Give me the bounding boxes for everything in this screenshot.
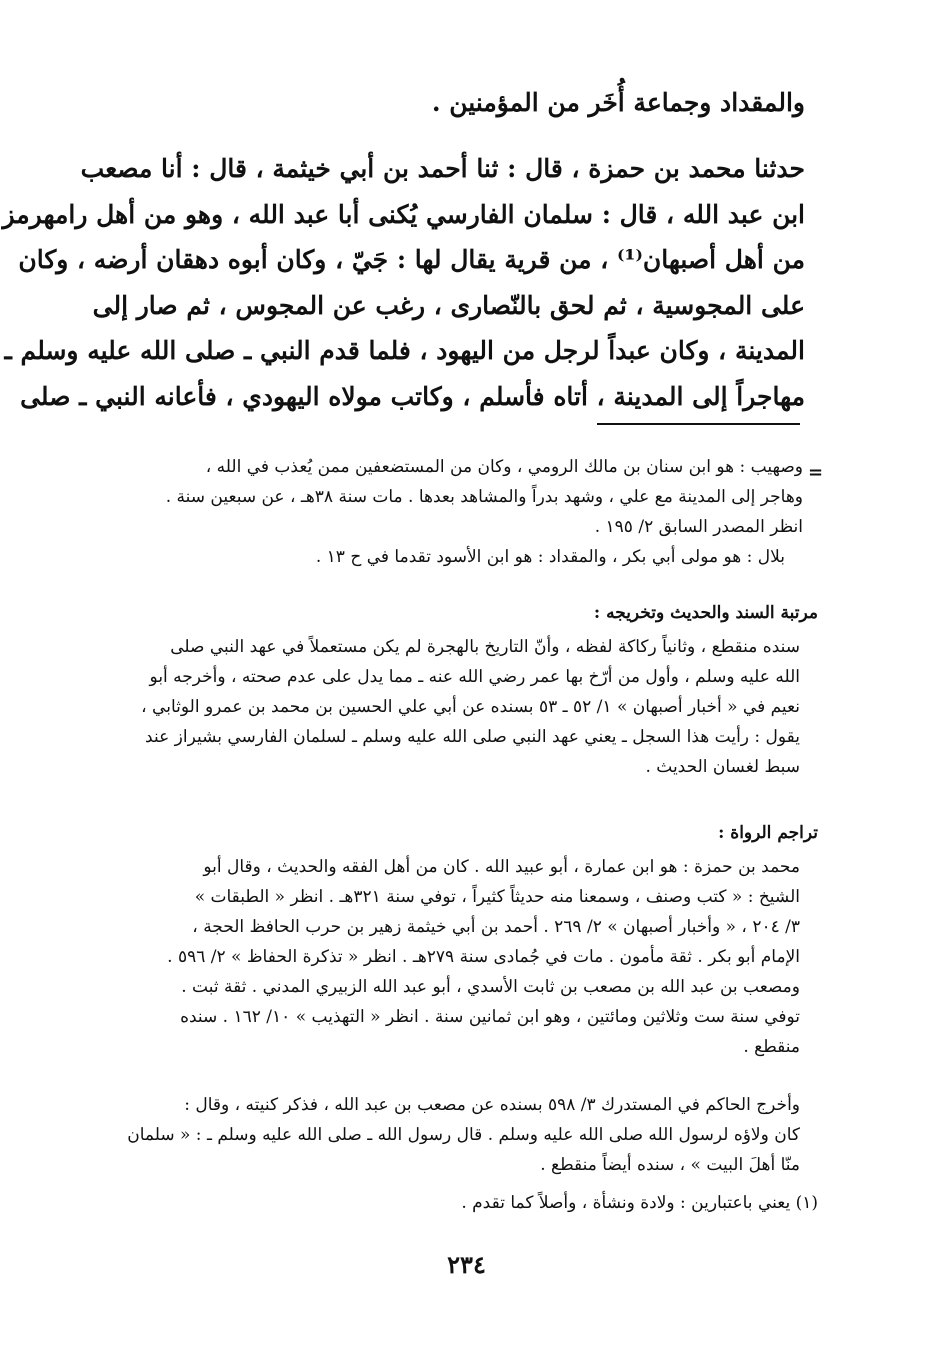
hakim-section	[88, 1090, 818, 1180]
body-line: المدينة ، وكان عبداً لرجل من اليهود ، فلما قدم النبي ـ صلى الله عليه وسلم ـ	[4, 336, 805, 365]
hakim-line: منّا أهلَ البيت » ، سنده أيضاً منقطع .	[540, 1155, 800, 1175]
continuation-marker: =	[808, 462, 824, 483]
rank-section	[88, 598, 818, 782]
narrator-line: ومصعب بن عبد الله بن مصعب بن ثابت الأسدي ، أبو عبد الله الزبيري المدني . ثقة ثبت .	[181, 977, 800, 997]
main-paragraph	[2, 146, 805, 419]
rank-line: سنده منقطع ، وثانياً ركاكة لفظه ، وأنّ التاريخ بالهجرة لم يكن مستعملاً في عهد النبي صلى	[170, 637, 800, 657]
body-line: على المجوسية ، ثم لحق بالنّصارى ، رغب عن المجوس ، ثم صار إلى	[92, 290, 805, 320]
note-line: وصهيب : هو ابن سنان بن مالك الرومي ، وكان من المستضعفين ممن يُعذب في الله ،	[205, 457, 803, 477]
body-line: من أهل أصبهان⁽¹⁾ ، من قرية يقال لها : جَيّ ، وكان أبوه دهقان أرضه ، وكان	[18, 245, 805, 274]
narrator-line: منقطع .	[743, 1037, 800, 1057]
body-line: حدثنا محمد بن حمزة ، قال : ثنا أحمد بن أبي خيثمة ، قال : أنا مصعب	[80, 154, 805, 183]
hakim-line: كان ولاؤه لرسول الله صلى الله عليه وسلم . قال رسول الله ـ صلى الله عليه وسلم ـ : « سلمان	[127, 1125, 800, 1145]
narrator-line: الشيخ : « كتب وصنف ، وسمعنا منه حديثاً كثيراً ، توفي سنة ٣٢١هـ . انظر « الطبقات »	[194, 887, 800, 907]
narrators-section	[88, 818, 818, 1062]
page-number: ٢٣٤	[447, 1250, 486, 1279]
rank-line: يقول : رأيت هذا السجل ـ يعني عهد النبي صلى الله عليه وسلم ـ لسلمان الفارسي بشيراز عند	[145, 727, 800, 747]
narrator-line: الإمام أبو بكر . ثقة مأمون . مات في جُمادى سنة ٢٧٩هـ . انظر « تذكرة الحفاظ » ٢/ ٥٩٦ .	[167, 947, 800, 967]
rank-heading: مرتبة السند والحديث وتخريجه :	[593, 603, 818, 623]
hakim-line: وأخرج الحاكم في المستدرك ٣/ ٥٩٨ بسنده عن مصعب بن عبد الله ، فذكر كنيته ، وقال :	[184, 1095, 800, 1115]
intro-paragraph	[85, 80, 805, 126]
footnote-divider	[597, 423, 800, 425]
rank-line: الله عليه وسلم ، وأول من أرّخ بها عمر رضي الله عنه ـ مما يدل على عدم صحته ، وأخرجه أبو	[149, 667, 800, 687]
bilal-note: بلال : هو مولى أبي بكر ، والمقداد : هو ابن الأسود تقدما في ح ١٣ .	[315, 547, 785, 567]
note-line: انظر المصدر السابق ٢/ ١٩٥ .	[594, 517, 803, 537]
note-line: وهاجر إلى المدينة مع علي ، وشهد بدراً والمشاهد بعدها . مات سنة ٣٨هـ ، عن سبعين سنة .	[165, 487, 803, 507]
footnote-continuation	[88, 452, 803, 572]
narrator-line: توفي سنة ست وثلاثين ومائتين ، وهو ابن ثمانين سنة . انظر « التهذيب » ١٠/ ١٦٢ . سنده	[180, 1007, 800, 1027]
body-line: مهاجراً إلى المدينة ، أتاه فأسلم ، وكاتب مولاه اليهودي ، فأعانه النبي ـ صلى	[20, 381, 805, 411]
narrator-line: محمد بن حمزة : هو ابن عمارة ، أبو عبيد الله . كان من أهل الفقه والحديث ، وقال أبو	[203, 857, 800, 877]
narrators-heading: تراجم الرواة :	[718, 823, 818, 843]
footnote	[88, 1188, 818, 1218]
narrator-line: ٣/ ٢٠٤ ، « وأخبار أصبهان » ٢/ ٢٦٩ . أحمد بن أبي خيثمة زهير بن حرب الحافظ الحجة ،	[192, 917, 800, 937]
rank-line: سبط لغسان الحديث .	[645, 757, 800, 777]
body-line: ابن عبد الله ، قال : سلمان الفارسي يُكنى أبا عبد الله ، وهو من أهل رامهرمز	[2, 199, 805, 229]
footnote-text: (١) يعني باعتبارين : ولادة ونشأة ، وأصلاً كما تقدم .	[461, 1193, 818, 1213]
intro-line: والمقداد وجماعة أُخَر من المؤمنين .	[431, 88, 805, 117]
rank-line: نعيم في « أخبار أصبهان » ١/ ٥٢ ـ ٥٣ بسنده عن أبي علي الحسين بن محمد بن عمرو الوثابي ،	[141, 697, 800, 717]
